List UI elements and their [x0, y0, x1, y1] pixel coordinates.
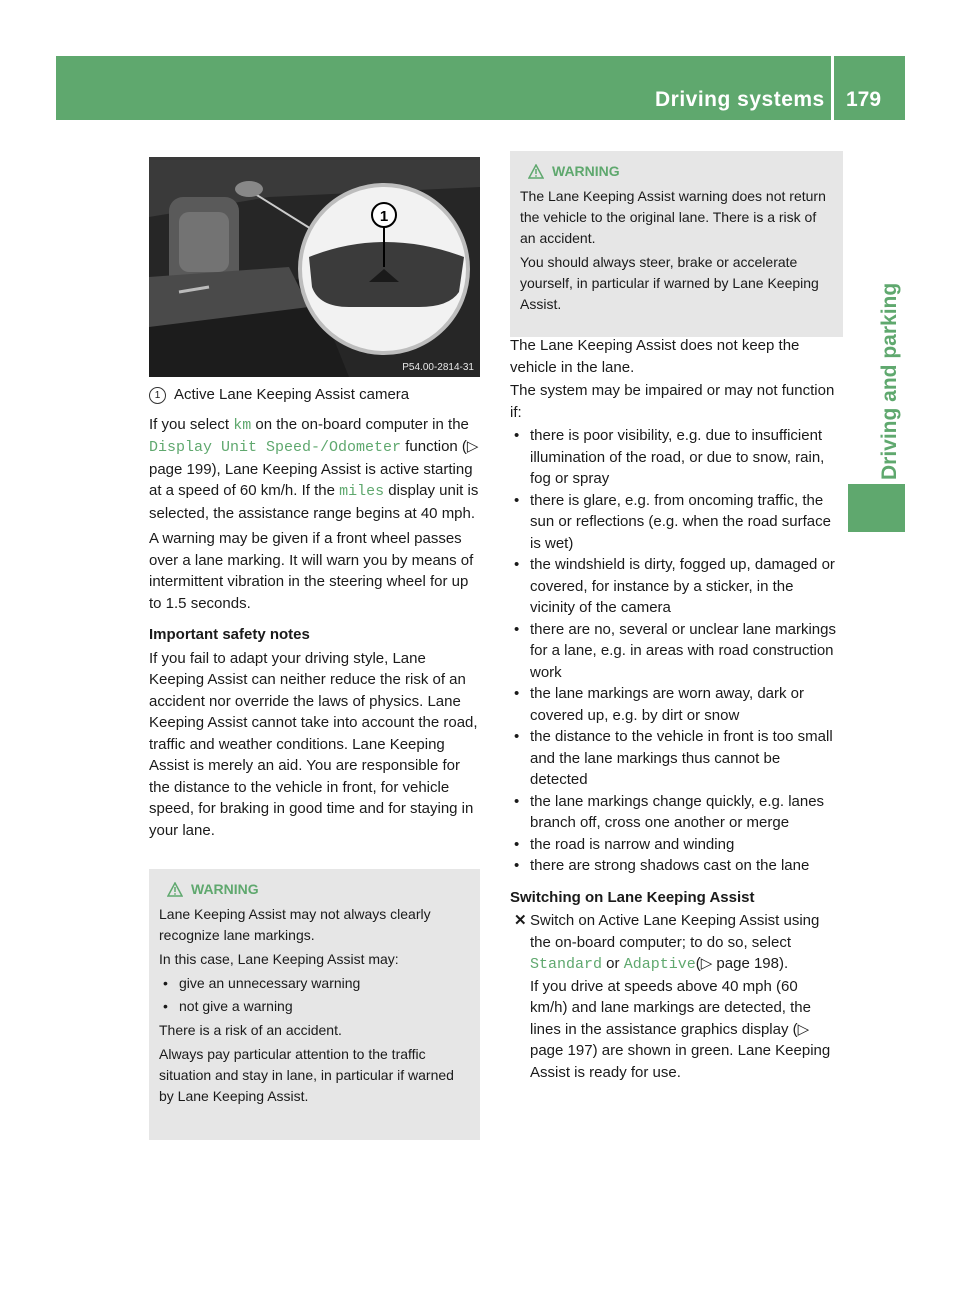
caption-text: Active Lane Keeping Assist camera [174, 386, 410, 403]
miles-option: miles [339, 483, 385, 500]
list-item: • the windshield is dirty, fogged up, damaged or covered, for instance by a sticker, in the vicinity of the camera [514, 556, 835, 616]
km-paragraph: If you select km on the on-board computer in the Display Unit Speed-/Odometer function (▷ page 199), Lane Keeping Assist is active starting at a speed of 60 km/h. If the miles display unit is selected, the assistance range begins at 40 mph. [149, 415, 479, 522]
list-item: • not give a warning [163, 998, 293, 1014]
km-option: km [233, 416, 252, 434]
header-divider [831, 56, 834, 120]
section-title: Driving systems [655, 88, 825, 111]
figure-code: P54.00-2814-31 [402, 362, 474, 373]
page-ref-arrow-icon: ▷ [700, 955, 713, 972]
warning-text: Lane Keeping Assist may not always clearly recognize lane markings. [159, 906, 431, 943]
warning-header [159, 879, 470, 900]
list-item: • the lane markings change quickly, e.g. lanes branch off, cross one another or merge [514, 792, 825, 831]
safety-paragraph: If you fail to adapt your driving style, Lane Keeping Assist can neither reduce the risk of an accident nor override the laws of physics. Lane Keeping Assist cannot take into account the road, traffic and weather conditions. Lane Keeping Assist is merely an aid. You are responsible for the distance to the vehicle in front, for vehicle speed, for braking in good time and for staying in your lane. [149, 649, 478, 839]
left-column [149, 384, 480, 841]
switching-heading: Switching on Lane Keeping Assist [510, 888, 755, 906]
warning-title: WARNING [191, 881, 259, 897]
warning-text: You should always steer, brake or accelerate yourself, in particular if warned by Lane Keeping Assist. [520, 254, 819, 312]
warning-text: There is a risk of an accident. [159, 1022, 342, 1038]
figure-callout: 1 [379, 208, 389, 225]
list-item: • give an unnecessary warning [163, 975, 361, 991]
intro-paragraph: The system may be impaired or may not function if: [510, 382, 835, 421]
list-item: • there are no, several or unclear lane markings for a lane, e.g. in areas with road construction work [514, 620, 836, 681]
warning-title: WARNING [552, 163, 620, 179]
warning-text: The Lane Keeping Assist warning does not return the vehicle to the original lane. There is a risk of an accident. [520, 188, 826, 246]
list-item: • there are strong shadows cast on the lane [514, 857, 810, 874]
adaptive-option: Adaptive [623, 956, 696, 973]
warning-text: In this case, Lane Keeping Assist may: [159, 951, 399, 967]
camera-illustration [149, 157, 480, 377]
step-arrow-icon: ✕ [514, 912, 527, 929]
display-unit-menu: Display Unit Speed-/Odometer [149, 439, 402, 456]
warning-text: Always pay particular attention to the traffic situation and stay in lane, in particular if warned by Lane Keeping Assist. [159, 1046, 454, 1104]
chapter-tab [848, 220, 904, 480]
warning-box-2 [510, 151, 843, 337]
list-item: • the lane markings are worn away, dark or covered up, e.g. by dirt or snow [514, 685, 805, 724]
camera-figure [149, 157, 480, 377]
right-column [510, 335, 836, 1083]
list-item: • the distance to the vehicle in front is too small and the lane markings thus cannot be detected [514, 728, 833, 788]
warning-triangle-icon [528, 164, 544, 179]
standard-option: Standard [530, 956, 603, 973]
warning-triangle-icon [167, 882, 183, 897]
warning-box-1 [149, 869, 480, 1140]
page-number: 179 [846, 88, 882, 111]
intro-paragraph: The Lane Keeping Assist does not keep the vehicle in the lane. [510, 337, 800, 376]
chapter-tab-block [848, 484, 905, 532]
page-ref-arrow-icon: ▷ [797, 1020, 810, 1038]
safety-heading: Important safety notes [149, 626, 310, 643]
instruction-step: ✕ Switch on Active Lane Keeping Assist using the on-board computer; to do so, select Standard or Adaptive(▷ page 198). If you drive at speeds above 40 mph (60 km/h) and lane markings are detected, the lines in the assistance graphics display (▷ page 197) are shown in green. Lane Keeping Assist is ready for use. [510, 910, 836, 1083]
list-item: • there is poor visibility, e.g. due to insufficient illumination of the road, or due to snow, rain, fog or spray [514, 427, 825, 487]
page-ref-arrow-icon: ▷ [466, 438, 479, 455]
list-item: • there is glare, e.g. from oncoming traffic, the sun or reflections (e.g. when the road surface is wet) [514, 491, 831, 552]
list-item: • the road is narrow and winding [514, 835, 735, 853]
warning-header [520, 161, 833, 182]
figure-caption [149, 384, 480, 406]
warning-paragraph: A warning may be given if a front wheel passes over a lane marking. It will warn you by means of intermittent vibration in the steering wheel for up to 1.5 seconds. [149, 530, 474, 612]
callout-number-icon: 1 [149, 387, 166, 404]
chapter-tab-label: Driving and parking [878, 282, 901, 480]
